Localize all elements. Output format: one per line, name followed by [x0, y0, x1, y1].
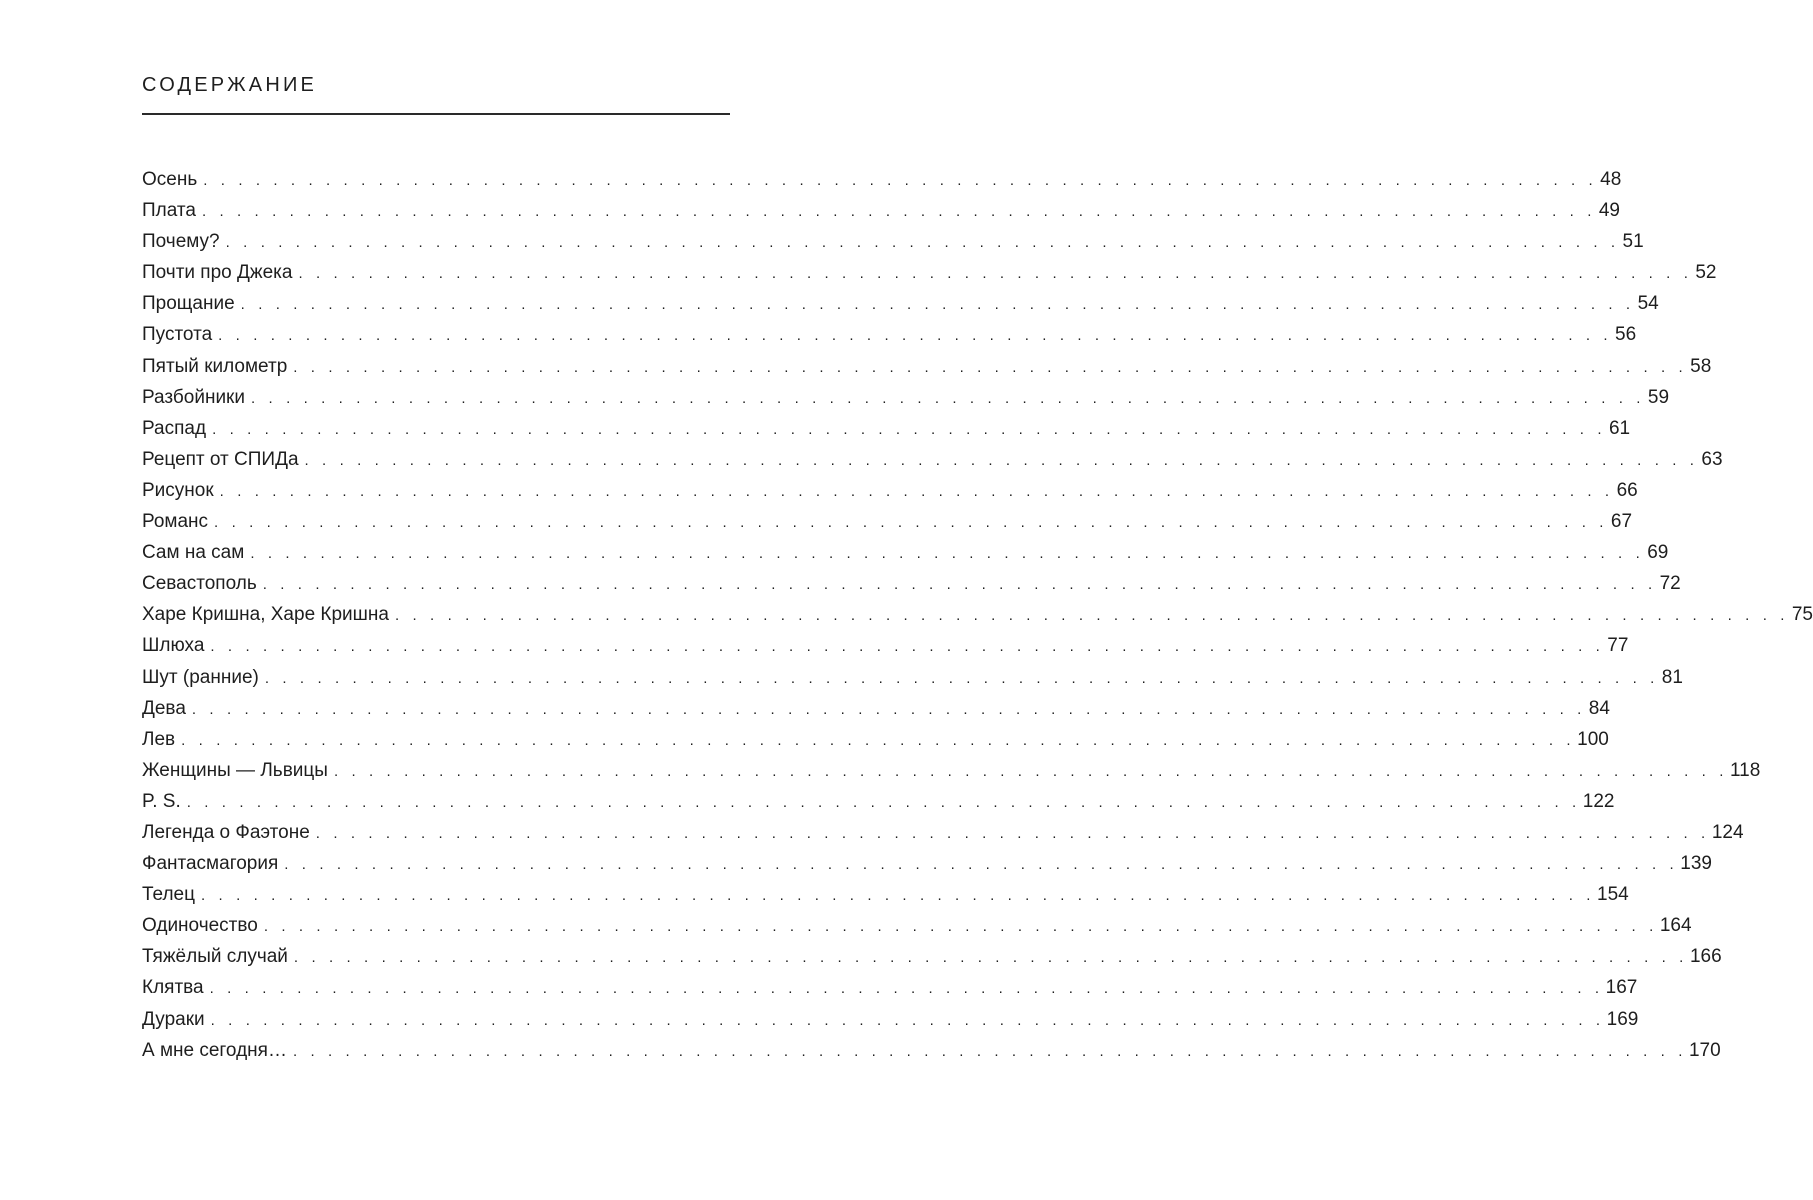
toc-entry-title: Почему?: [142, 231, 220, 253]
toc-entry-page-number: 118: [1729, 759, 1761, 781]
dot-leader: . . . . . . . . . . . . . . . . . . . . . . . . . . . . . . . . . . . . . . . . . . . . . . . . . . . . . . . . . . . . . . . . . . . . . . . . . . . . . . . .: [191, 700, 1586, 718]
dot-leader: . . . . . . . . . . . . . . . . . . . . . . . . . . . . . . . . . . . . . . . . . . . . . . . . . . . . . . . . . . . . . . . . . . . . . . . . . . . . . . . .: [240, 296, 1635, 314]
dot-leader: . . . . . . . . . . . . . . . . . . . . . . . . . . . . . . . . . . . . . . . . . . . . . . . . . . . . . . . . . . . . . . . . . . . . . . . . . . . . . . . .: [250, 545, 1645, 563]
toc-entry-title: Дева: [142, 697, 186, 719]
toc-entry-title: А мне сегодня…: [142, 1039, 287, 1061]
toc-entry-title: Пустота: [142, 324, 213, 346]
toc-entry: [142, 413, 1631, 444]
toc-entry-page-number: 84: [1588, 697, 1610, 719]
dot-leader: . . . . . . . . . . . . . . . . . . . . . . . . . . . . . . . . . . . . . . . . . . . . . . . . . . . . . . . . . . . . . . . . . . . . . . . . . . . . . . . .: [333, 762, 1728, 780]
toc-entry-title: Фантасмагория: [142, 853, 279, 875]
toc-entry-title: Шлюха: [142, 635, 205, 657]
dot-leader: . . . . . . . . . . . . . . . . . . . . . . . . . . . . . . . . . . . . . . . . . . . . . . . . . . . . . . . . . . . . . . . . . . . . . . . . . . . . . . . .: [218, 327, 1613, 345]
toc-entry-title: Сам на сам: [142, 542, 245, 564]
toc-entry-page-number: 51: [1622, 231, 1644, 253]
dot-leader: . . . . . . . . . . . . . . . . . . . . . . . . . . . . . . . . . . . . . . . . . . . . . . . . . . . . . . . . . . . . . . . . . . . . . . . . . . . . . . . .: [209, 980, 1604, 998]
toc-entry: [142, 817, 1744, 848]
toc-entry-page-number: 72: [1659, 573, 1681, 595]
toc-entry: [142, 319, 1637, 350]
toc-entry-page-number: 77: [1607, 635, 1629, 657]
toc-entry: [142, 910, 1692, 941]
toc-entry-page-number: 75: [1791, 604, 1813, 626]
toc-entry-title: Рецепт от СПИДа: [142, 448, 299, 470]
toc-entry-title: Одиночество: [142, 915, 258, 937]
toc-entry: [142, 724, 1609, 755]
dot-leader: . . . . . . . . . . . . . . . . . . . . . . . . . . . . . . . . . . . . . . . . . . . . . . . . . . . . . . . . . . . . . . . . . . . . . . . . . . . . . . . .: [212, 420, 1607, 438]
toc-entry-page-number: 169: [1606, 1008, 1639, 1030]
toc-entry: [142, 537, 1669, 568]
toc-entry-title: P. S.: [142, 790, 181, 812]
toc-entry-page-number: 122: [1582, 790, 1615, 812]
toc-entry: [142, 164, 1622, 195]
toc-entry: [142, 662, 1683, 693]
toc-entry: [142, 941, 1722, 972]
toc-entry: [142, 599, 1813, 630]
toc-entry-page-number: 59: [1647, 386, 1670, 408]
toc-entry: [142, 226, 1644, 257]
toc-entry-page-number: 52: [1695, 262, 1717, 284]
toc-entry: [142, 475, 1638, 506]
toc-entry-page-number: 48: [1600, 169, 1622, 190]
toc-entry-title: Шут (ранние): [142, 666, 259, 688]
title-divider: [142, 113, 730, 115]
toc-entry-title: Рисунок: [142, 479, 214, 501]
toc-entry-page-number: 58: [1690, 355, 1712, 377]
dot-leader: . . . . . . . . . . . . . . . . . . . . . . . . . . . . . . . . . . . . . . . . . . . . . . . . . . . . . . . . . . . . . . . . . . . . . . . . . . . . . . . .: [264, 669, 1659, 687]
dot-leader: . . . . . . . . . . . . . . . . . . . . . . . . . . . . . . . . . . . . . . . . . . . . . . . . . . . . . . . . . . . . . . . . . . . . . . . . . . . . . . . .: [293, 358, 1688, 376]
toc-entry-page-number: 167: [1605, 977, 1638, 999]
toc-entry-title: Дураки: [142, 1008, 205, 1030]
toc-entry-title: Тяжёлый случай: [142, 946, 288, 968]
toc-entry-title: Романс: [142, 511, 209, 533]
toc-entry-page-number: 166: [1689, 946, 1722, 968]
toc-entry-page-number: 69: [1647, 542, 1669, 564]
table-of-contents: [142, 164, 1813, 1066]
toc-entry-title: Женщины — Львицы: [142, 759, 328, 781]
toc-entry-title: Прощание: [142, 293, 235, 315]
toc-entry-title: Плата: [142, 200, 196, 222]
toc-entry: [142, 506, 1633, 537]
toc-entry-page-number: 164: [1659, 915, 1692, 937]
toc-entry-title: Почти про Джека: [142, 262, 293, 284]
dot-leader: . . . . . . . . . . . . . . . . . . . . . . . . . . . . . . . . . . . . . . . . . . . . . . . . . . . . . . . . . . . . . . . . . . . . . . . . . . . . . . . .: [219, 482, 1614, 500]
toc-entry: [142, 848, 1712, 879]
dot-leader: . . . . . . . . . . . . . . . . . . . . . . . . . . . . . . . . . . . . . . . . . . . . . . . . . . . . . . . . . . . . . . . . . . . . . . . . . . . . . . . .: [315, 824, 1710, 842]
toc-entry: [142, 786, 1615, 817]
toc-entry: [142, 195, 1620, 226]
dot-leader: . . . . . . . . . . . . . . . . . . . . . . . . . . . . . . . . . . . . . . . . . . . . . . . . . . . . . . . . . . . . . . . . . . . . . . . . . . . . . . . .: [263, 918, 1658, 936]
toc-entry-page-number: 170: [1688, 1039, 1721, 1061]
dot-leader: . . . . . . . . . . . . . . . . . . . . . . . . . . . . . . . . . . . . . . . . . . . . . . . . . . . . . . . . . . . . . . . . . . . . . . . . . . . . . . . .: [298, 265, 1693, 283]
toc-entry-title: Лев: [142, 728, 176, 750]
toc-entry-title: Легенда о Фаэтоне: [142, 821, 310, 843]
toc-entry-page-number: 54: [1637, 293, 1659, 315]
toc-entry: [142, 382, 1670, 413]
toc-entry-page-number: 81: [1661, 666, 1683, 688]
dot-leader: . . . . . . . . . . . . . . . . . . . . . . . . . . . . . . . . . . . . . . . . . . . . . . . . . . . . . . . . . . . . . . . . . . . . . . . . . . . . . . . .: [214, 514, 1609, 532]
toc-entry-title: Севастополь: [142, 573, 257, 595]
toc-entry: [142, 1004, 1639, 1035]
toc-entry-title: Пятый километр: [142, 355, 288, 377]
toc-entry-page-number: 67: [1610, 511, 1633, 533]
dot-leader: . . . . . . . . . . . . . . . . . . . . . . . . . . . . . . . . . . . . . . . . . . . . . . . . . . . . . . . . . . . . . . . . . . . . . . . . . . . . . . . .: [186, 793, 1581, 811]
toc-entry-page-number: 154: [1597, 884, 1629, 906]
toc-entry-page-number: 63: [1701, 448, 1723, 470]
toc-entry: [142, 693, 1610, 724]
toc-entry: [142, 1035, 1721, 1066]
toc-entry: [142, 351, 1712, 382]
toc-entry: [142, 257, 1717, 288]
dot-leader: . . . . . . . . . . . . . . . . . . . . . . . . . . . . . . . . . . . . . . . . . . . . . . . . . . . . . . . . . . . . . . . . . . . . . . . . . . . . . . . .: [304, 451, 1699, 469]
toc-entry-page-number: 66: [1616, 479, 1638, 501]
page-title: СОДЕРЖАНИЕ: [142, 74, 318, 96]
toc-entry: [142, 972, 1638, 1003]
toc-entry: [142, 879, 1629, 910]
toc-entry: [142, 568, 1681, 599]
dot-leader: . . . . . . . . . . . . . . . . . . . . . . . . . . . . . . . . . . . . . . . . . . . . . . . . . . . . . . . . . . . . . . . . . . . . . . . . . . . . . . . .: [201, 887, 1596, 905]
dot-leader: . . . . . . . . . . . . . . . . . . . . . . . . . . . . . . . . . . . . . . . . . . . . . . . . . . . . . . . . . . . . . . . . . . . . . . . . . . . . . . . .: [201, 203, 1596, 221]
dot-leader: . . . . . . . . . . . . . . . . . . . . . . . . . . . . . . . . . . . . . . . . . . . . . . . . . . . . . . . . . . . . . . . . . . . . . . . . . . . . . . . .: [293, 949, 1688, 967]
dot-leader: . . . . . . . . . . . . . . . . . . . . . . . . . . . . . . . . . . . . . . . . . . . . . . . . . . . . . . . . . . . . . . . . . . . . . . . . . . . . . . . .: [225, 234, 1620, 252]
toc-entry: [142, 630, 1629, 661]
dot-leader: . . . . . . . . . . . . . . . . . . . . . . . . . . . . . . . . . . . . . . . . . . . . . . . . . . . . . . . . . . . . . . . . . . . . . . . . . . . . . . . .: [210, 638, 1605, 656]
toc-entry: [142, 288, 1659, 319]
toc-entry-page-number: 61: [1608, 417, 1631, 439]
toc-entry-title: Харе Кришна, Харе Кришна: [142, 604, 389, 626]
toc-entry-page-number: 56: [1615, 324, 1637, 346]
dot-leader: . . . . . . . . . . . . . . . . . . . . . . . . . . . . . . . . . . . . . . . . . . . . . . . . . . . . . . . . . . . . . . . . . . . . . . . . . . . . . . . .: [203, 172, 1598, 189]
dot-leader: . . . . . . . . . . . . . . . . . . . . . . . . . . . . . . . . . . . . . . . . . . . . . . . . . . . . . . . . . . . . . . . . . . . . . . . . . . . . . . . .: [292, 1042, 1687, 1060]
dot-leader: . . . . . . . . . . . . . . . . . . . . . . . . . . . . . . . . . . . . . . . . . . . . . . . . . . . . . . . . . . . . . . . . . . . . . . . . . . . . . . . .: [181, 731, 1576, 749]
dot-leader: . . . . . . . . . . . . . . . . . . . . . . . . . . . . . . . . . . . . . . . . . . . . . . . . . . . . . . . . . . . . . . . . . . . . . . . . . . . . . . . .: [394, 607, 1789, 625]
toc-entry-title: Разбойники: [142, 386, 245, 408]
toc-entry-title: Телец: [142, 884, 196, 906]
dot-leader: . . . . . . . . . . . . . . . . . . . . . . . . . . . . . . . . . . . . . . . . . . . . . . . . . . . . . . . . . . . . . . . . . . . . . . . . . . . . . . . .: [251, 389, 1646, 407]
toc-entry-page-number: 124: [1711, 821, 1744, 843]
dot-leader: . . . . . . . . . . . . . . . . . . . . . . . . . . . . . . . . . . . . . . . . . . . . . . . . . . . . . . . . . . . . . . . . . . . . . . . . . . . . . . . .: [262, 576, 1657, 594]
toc-entry: [142, 755, 1761, 786]
dot-leader: . . . . . . . . . . . . . . . . . . . . . . . . . . . . . . . . . . . . . . . . . . . . . . . . . . . . . . . . . . . . . . . . . . . . . . . . . . . . . . . .: [210, 1011, 1605, 1029]
toc-entry-title: Клятва: [142, 977, 204, 999]
toc-entry-title: Осень: [142, 169, 198, 190]
toc-entry-page-number: 139: [1680, 853, 1712, 875]
toc-entry: [142, 444, 1723, 475]
toc-entry-page-number: 100: [1577, 728, 1609, 750]
toc-entry-title: Распад: [142, 417, 207, 439]
toc-entry-page-number: 49: [1598, 200, 1620, 222]
dot-leader: . . . . . . . . . . . . . . . . . . . . . . . . . . . . . . . . . . . . . . . . . . . . . . . . . . . . . . . . . . . . . . . . . . . . . . . . . . . . . . . .: [284, 856, 1679, 874]
